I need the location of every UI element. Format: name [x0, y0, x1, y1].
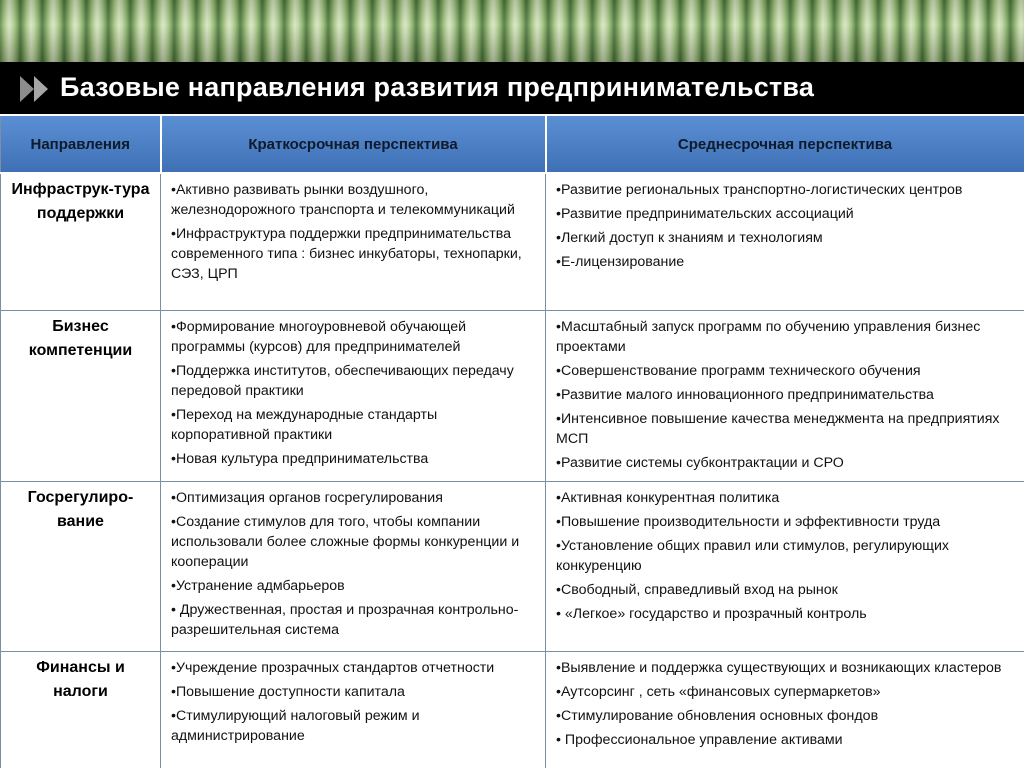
direction-cell: Инфраструк-тура поддержки — [1, 173, 161, 310]
table-row — [1, 310, 1024, 481]
directions-table — [0, 114, 1024, 768]
direction-cell: Бизнес компетенции — [1, 310, 161, 481]
header-medium-term: Среднесрочная перспектива — [546, 115, 1024, 173]
list-item: •Развитие малого инновационного предпринимательства — [556, 386, 934, 403]
list-item: •Интенсивное повышение качества менеджмента на предприятиях МСП — [556, 410, 1000, 447]
header-short-term: Краткосрочная перспектива — [161, 115, 546, 173]
short-term-cell — [161, 173, 546, 310]
direction-cell: Финансы и налоги — [1, 651, 161, 768]
list-item: • «Легкое» государство и прозрачный контроль — [556, 605, 867, 622]
list-item: •Аутсорсинг , сеть «финансовых супермаркетов» — [556, 683, 881, 700]
list-item: • Дружественная, простая и прозрачная контрольно-разрешительная система — [171, 601, 519, 638]
table-row — [1, 481, 1024, 651]
list-item: •Активная конкурентная политика — [556, 489, 780, 506]
medium-term-cell — [546, 481, 1024, 651]
list-item: •Учреждение прозрачных стандартов отчетности — [171, 659, 495, 676]
short-term-cell — [161, 481, 546, 651]
list-item: •Выявление и поддержка существующих и возникающих кластеров — [556, 659, 1002, 676]
list-item: •Переход на международные стандарты корпоративной практики — [171, 406, 438, 443]
direction-cell: Госрегулиро-вание — [1, 481, 161, 651]
table-row — [1, 173, 1024, 310]
list-item: •Создание стимулов для того, чтобы компании использовали более сложные формы конкуренции и кооперации — [171, 513, 520, 570]
list-item: •Легкий доступ к знаниям и технологиям — [556, 230, 823, 246]
list-item: •Развитие системы субконтрактации и СРО — [556, 454, 844, 471]
list-item: •Повышение доступности капитала — [171, 683, 405, 700]
list-item: •Устранение адмбарьеров — [171, 577, 345, 594]
list-item: •Масштабный запуск программ по обучению управления бизнес проектами — [556, 318, 981, 355]
list-item: •Стимулирование обновления основных фондов — [556, 707, 879, 724]
list-item: •Совершенствование программ технического обучения — [556, 362, 921, 379]
list-item: •Свободный, справедливый вход на рынок — [556, 581, 838, 598]
short-term-cell — [161, 651, 546, 768]
table-header-row — [1, 115, 1024, 173]
medium-term-cell — [546, 651, 1024, 768]
list-item: •Оптимизация органов госрегулирования — [171, 489, 443, 506]
list-item: •Поддержка институтов, обеспечивающих передачу передовой практики — [171, 362, 514, 399]
list-item: •Активно развивать рынки воздушного, железнодорожного транспорта и телекоммуникаций — [171, 182, 515, 218]
slide-title: Базовые направления развития предпринимательства — [60, 72, 815, 102]
list-item: •Новая культура предпринимательства — [171, 450, 429, 467]
bamboo-banner — [0, 0, 1024, 62]
list-item: •Формирование многоуровневой обучающей программы (курсов) для предпринимателей — [171, 318, 467, 355]
list-item: •Развитие предпринимательских ассоциаций — [556, 206, 854, 222]
table-row — [1, 651, 1024, 768]
medium-term-cell — [546, 173, 1024, 310]
short-term-cell — [161, 310, 546, 481]
header-directions: Направления — [1, 115, 161, 173]
title-bar — [0, 62, 1024, 114]
list-item: • Профессиональное управление активами — [556, 731, 843, 748]
medium-term-cell — [546, 310, 1024, 481]
list-item: •Установление общих правил или стимулов, регулирующих конкуренцию — [556, 537, 949, 574]
list-item: •Е-лицензирование — [556, 254, 685, 270]
list-item: •Повышение производительности и эффективности труда — [556, 513, 941, 530]
list-item: •Инфраструктура поддержки предпринимательства современного типа : бизнес инкубаторы, технопарки, СЭЗ, ЦРП — [171, 226, 522, 282]
list-item: •Стимулирующий налоговый режим и администрирование — [171, 707, 420, 744]
double-chevron-icon — [20, 74, 56, 104]
list-item: •Развитие региональных транспортно-логистических центров — [556, 182, 963, 198]
